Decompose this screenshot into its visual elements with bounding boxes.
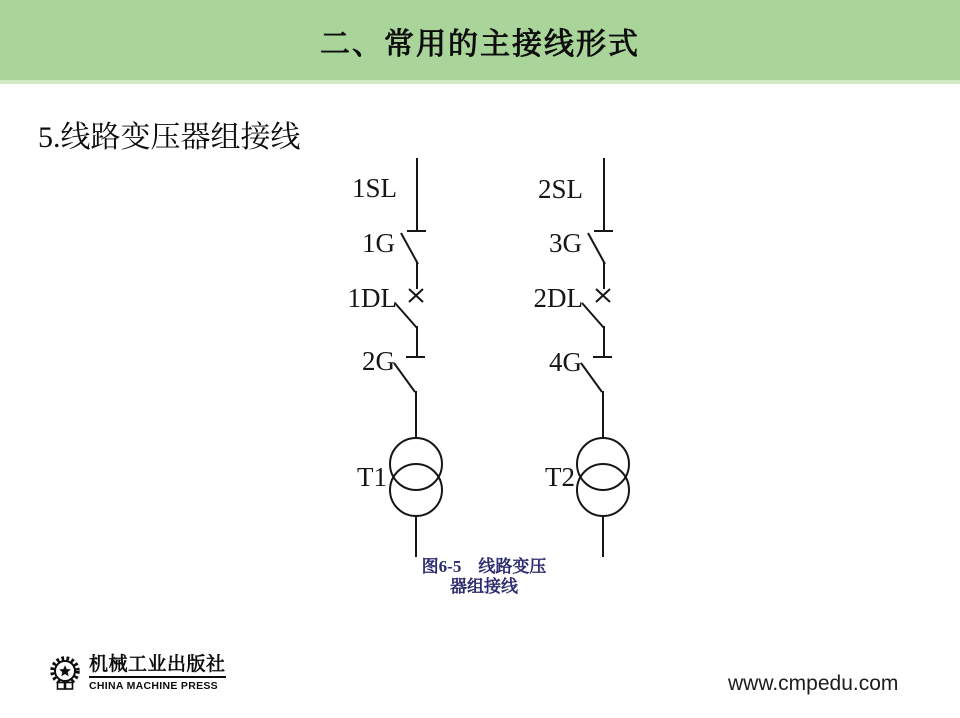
publisher-logo xyxy=(48,655,226,695)
header xyxy=(0,0,960,84)
disconnector-bottom-label: 2G xyxy=(362,346,395,376)
figure-caption-line2: 器组接线 xyxy=(450,577,518,596)
circuit-breaker-label: 1DL xyxy=(347,283,397,313)
section-heading: 5.线路变压器组接线 xyxy=(38,121,301,154)
publisher-name-cn: 机械工业出版社 xyxy=(89,655,226,678)
figure-caption xyxy=(334,557,634,597)
transformer-label: T1 xyxy=(357,462,387,492)
incoming-line-label: 2SL xyxy=(537,174,583,204)
branch-2-symbol xyxy=(577,158,629,557)
book-icon xyxy=(58,683,73,690)
disconnector-bottom-label: 4G xyxy=(549,347,582,377)
disconnector-top-label: 1G xyxy=(362,228,395,258)
wiring-diagram xyxy=(330,145,660,560)
incoming-line-label: 1SL xyxy=(351,173,397,203)
website-url: www.cmpedu.com xyxy=(728,672,899,695)
figure-caption-line1: 图6-5 线路变压 xyxy=(421,557,547,576)
branch-1-symbol xyxy=(390,158,442,557)
transformer-label: T2 xyxy=(545,462,575,492)
header-bottom-strip xyxy=(0,80,960,84)
gear-icon xyxy=(48,655,84,695)
publisher-name-en: CHINA MACHINE PRESS xyxy=(89,679,218,692)
circuit-breaker-label: 2DL xyxy=(533,283,583,313)
slide-title: 二、常用的主接线形式 xyxy=(320,28,640,61)
disconnector-top-label: 3G xyxy=(549,228,582,258)
